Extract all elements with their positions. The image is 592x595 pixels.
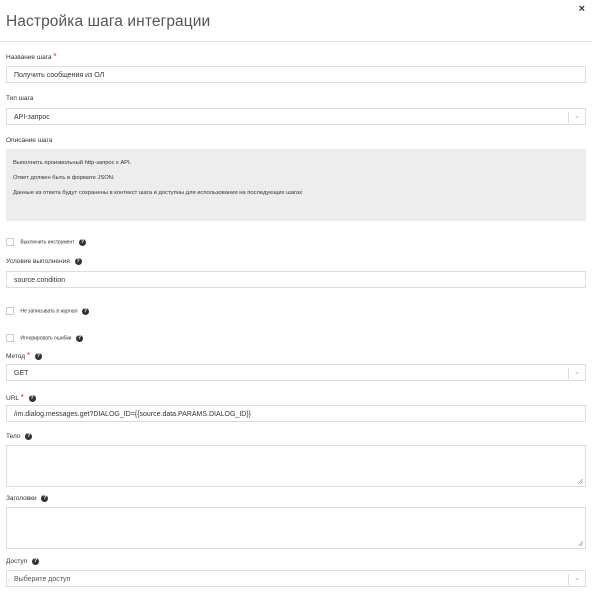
access-label-text: Доступ xyxy=(6,558,28,566)
body-label-text: Тело xyxy=(6,433,21,441)
disable-tool-label: Выключить инструмент xyxy=(20,239,75,246)
body-label xyxy=(6,433,32,440)
method-value: GET xyxy=(14,370,29,377)
url-input[interactable]: /im.dialog.messages.get?DIALOG_ID={{source.data.PARAMS.DIALOG_ID}} xyxy=(6,405,586,422)
step-type-value: API-запрос xyxy=(14,114,50,121)
resize-grip-icon[interactable] xyxy=(578,479,583,484)
step-type-label: Тип шага xyxy=(6,95,34,102)
no-log-checkbox[interactable] xyxy=(6,307,14,315)
url-label-text: URL xyxy=(6,395,19,402)
headers-label xyxy=(6,495,48,502)
method-label-text: Метод xyxy=(6,353,26,360)
question-circle-icon[interactable]: ? xyxy=(36,352,40,359)
step-name-input[interactable]: Получить сообщения из ОЛ xyxy=(6,66,586,83)
question-circle-icon[interactable]: ? xyxy=(30,394,34,401)
body-textarea[interactable] xyxy=(6,445,586,487)
access-label xyxy=(6,558,39,565)
disable-tool-checkbox[interactable] xyxy=(6,238,14,246)
no-log-checkbox-row[interactable] xyxy=(6,307,89,315)
close-icon[interactable]: × xyxy=(578,3,585,15)
description-label: Описание шага xyxy=(6,137,53,144)
question-circle-icon[interactable]: ? xyxy=(76,258,80,264)
description-box xyxy=(6,149,586,221)
question-circle-icon[interactable]: ? xyxy=(43,495,47,501)
description-line: Данные из ответа будут сохранены в контекст шага и доступны для использования на последующих шагах xyxy=(13,190,303,196)
step-type-select[interactable] xyxy=(6,108,586,125)
required-marker: * xyxy=(53,52,57,61)
description-line: Ответ должен быть в формате JSON. xyxy=(13,175,115,181)
method-select[interactable] xyxy=(6,364,586,381)
condition-input[interactable]: source.condition xyxy=(6,271,586,288)
method-label xyxy=(6,351,42,360)
header-divider xyxy=(0,41,592,42)
headers-label-text: Заголовки xyxy=(6,495,37,503)
step-name-label xyxy=(6,52,56,61)
question-circle-icon[interactable]: ? xyxy=(83,307,88,314)
question-circle-icon[interactable]: ? xyxy=(33,558,38,564)
access-select[interactable] xyxy=(6,570,586,587)
dialog-title: Настройка шага интеграции xyxy=(6,13,211,30)
disable-tool-checkbox-row[interactable] xyxy=(6,238,86,246)
access-placeholder: Выберите доступ xyxy=(14,576,71,583)
condition-label-text: Условие выполнения xyxy=(6,258,70,266)
url-label xyxy=(6,393,36,402)
ignore-errors-label: Игнорировать ошибки xyxy=(20,335,72,342)
required-marker: * xyxy=(26,351,30,360)
question-circle-icon[interactable]: ? xyxy=(27,433,31,439)
resize-grip-icon[interactable] xyxy=(578,541,583,546)
headers-textarea[interactable] xyxy=(6,507,586,549)
condition-label xyxy=(6,258,82,265)
question-circle-icon[interactable]: ? xyxy=(77,334,82,341)
required-marker: * xyxy=(20,393,24,402)
ignore-errors-checkbox[interactable] xyxy=(6,334,14,342)
no-log-label: Не записывать в журнал xyxy=(20,308,78,315)
chevron-down-icon: ⌄ xyxy=(568,574,585,585)
step-name-label-text: Название шага xyxy=(6,54,52,61)
description-line: Выполнить произвольный http-запрос к API. xyxy=(13,160,132,166)
chevron-down-icon: ⌄ xyxy=(568,368,585,379)
question-circle-icon[interactable]: ? xyxy=(80,238,85,245)
chevron-down-icon: ⌄ xyxy=(568,112,585,123)
ignore-errors-checkbox-row[interactable] xyxy=(6,334,83,342)
